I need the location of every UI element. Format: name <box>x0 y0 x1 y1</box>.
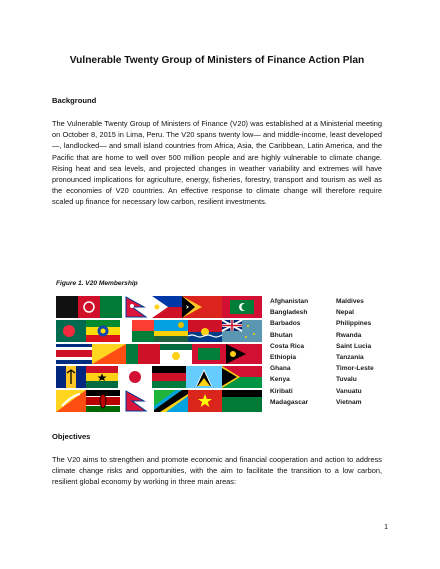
country-name: Rwanda <box>336 331 362 339</box>
country-list-col2 <box>336 296 374 408</box>
country-name: Costa Rica <box>270 342 305 350</box>
country-name: Barbados <box>270 320 301 328</box>
country-name: Kiribati <box>270 387 293 395</box>
country-name: Vanuatu <box>336 387 362 395</box>
flag-tuvalu <box>222 320 262 342</box>
flag-vietnam <box>188 390 222 412</box>
flag-barbados <box>56 366 86 388</box>
flag-madagascar <box>120 320 154 342</box>
country-name: Timor-Leste <box>336 365 374 373</box>
flag-vanuatu-2 <box>226 344 262 364</box>
country-name: Saint Lucia <box>336 342 372 350</box>
country-name: Vietnam <box>336 398 362 406</box>
flag-nepal-2 <box>120 390 154 412</box>
country-list-col1 <box>270 296 308 408</box>
flag-ghana <box>86 366 118 388</box>
flag-timor-leste <box>182 296 222 318</box>
flag-tanzania <box>154 390 188 412</box>
flag-maldives <box>222 296 262 318</box>
country-name: Nepal <box>336 309 354 317</box>
country-name: Afghanistan <box>270 298 309 305</box>
flag-bangladesh-2 <box>118 366 152 388</box>
flag-maldives-2 <box>192 344 226 364</box>
country-name: Madagascar <box>270 398 309 406</box>
flag-philippines <box>152 296 182 318</box>
country-name: Bangladesh <box>270 309 308 317</box>
flag-timor-2 <box>160 344 192 364</box>
objectives-heading: Objectives <box>52 432 91 441</box>
country-name: Tanzania <box>336 354 364 362</box>
flag-ethiopia <box>86 320 120 342</box>
flag-vanuatu <box>222 366 262 388</box>
v20-flags-collage <box>56 296 262 412</box>
objectives-paragraph: The V20 aims to strengthen and promote economic and financial cooperation and action to address climate change risks and opportunities, with the aim to facilitate the transition to a low carbon, resilient global economy by working in three main areas: <box>52 455 382 487</box>
flag-afghanistan <box>56 296 122 318</box>
flag-kiribati <box>188 320 223 342</box>
flag-bhutan-2 <box>56 390 86 412</box>
flag-kenya-2 <box>126 344 160 364</box>
country-name: Kenya <box>270 376 290 384</box>
page-number: 1 <box>384 524 388 531</box>
flag-bhutan <box>92 344 126 364</box>
country-name: Ethiopia <box>270 354 297 362</box>
flag-nepal <box>122 296 152 318</box>
flag-costa-rica <box>56 344 92 364</box>
figure-caption: Figure 1. V20 Membership <box>56 280 138 287</box>
flag-bangladesh <box>56 320 86 342</box>
flag-kenya <box>86 390 120 412</box>
flag-saint-lucia <box>186 366 222 388</box>
background-heading: Background <box>52 96 97 105</box>
background-paragraph: The Vulnerable Twenty Group of Ministers of Finance (V20) was established at a Ministerial meeting on October 8, 2015 in Lima, Peru. The V20 spans twenty low— and middle-income, least developed—, landlocked— and small island countries from Africa, Asia, the Caribbean, Latin America, and the Pacific that are home to well over 500 million people and are highly vulnerable to climate change. Rising heat and sea levels, and projected changes in weather variability and extremes will have pronounced implications for agriculture, energy, fisheries, forestry, transport and tourism as well as the economies of V20 countries. An effective response to climate change will therefore require scaled up finance for necessary low carbon, resilient investments. <box>52 119 382 207</box>
country-name: Ghana <box>270 365 291 373</box>
country-name: Philippines <box>336 320 372 328</box>
country-name: Maldives <box>336 298 364 305</box>
country-name: Bhutan <box>270 331 293 339</box>
flag-afghanistan-2 <box>222 390 262 412</box>
flag-rwanda <box>154 320 188 342</box>
document-title: Vulnerable Twenty Group of Ministers of Finance Action Plan <box>69 55 365 66</box>
country-name: Tuvalu <box>336 376 357 384</box>
flag-kenya-3 <box>152 366 186 388</box>
